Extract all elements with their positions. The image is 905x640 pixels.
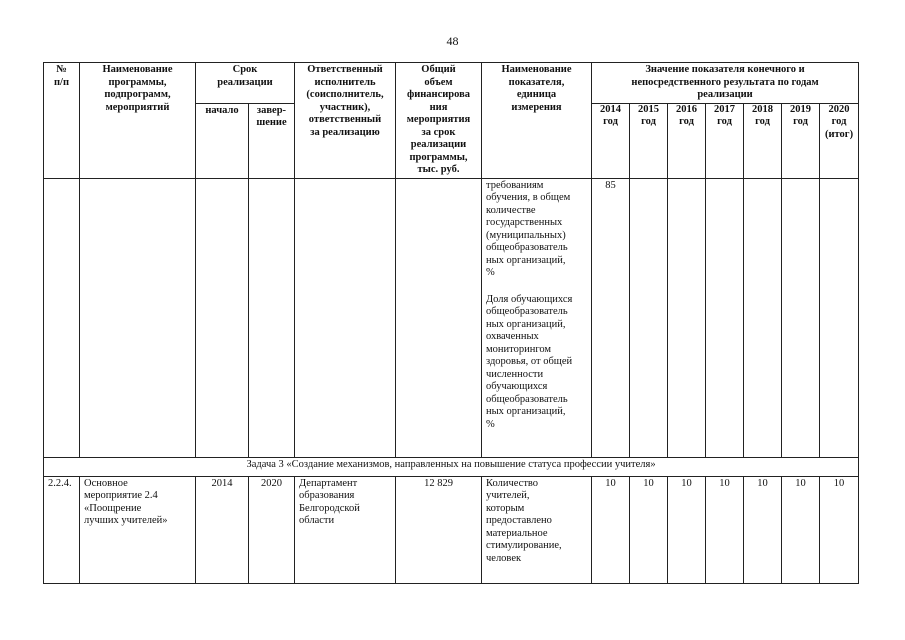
row-no: 2.2.4. [44,476,80,583]
header-name: Наименование программы, подпрограмм, мероприятий [80,63,196,179]
row-value-2017: 10 [706,476,744,583]
header-term-start: начало [196,103,249,178]
row-value-2020: 10 [820,476,859,583]
cell-indicator-continuation [482,178,592,457]
cell-value-2016-empty [668,178,706,457]
header-row-1 [44,63,859,104]
cell-value-2020-empty [820,178,859,457]
cell-funding-empty [396,178,482,457]
continuation-row [44,178,859,457]
header-year-2018: 2018 год [744,103,782,178]
header-values-group: Значение показателя конечного и непосредственного результата по годам реализации [592,63,859,104]
header-term-end: завер- шение [249,103,295,178]
header-term: Срок реализации [196,63,295,104]
header-year-2020: 2020 год (итог) [820,103,859,178]
header-executor: Ответственный исполнитель (соисполнитель, участник), ответственный за реализацию [295,63,396,179]
header-year-2019: 2019 год [782,103,820,178]
row-executor: Департамент образования Белгородской области [295,476,396,583]
page-number: 48 [446,34,459,48]
cell-end-empty [249,178,295,457]
program-table [43,62,859,584]
header-no: № п/п [44,63,80,179]
header-year-2014: 2014 год [592,103,630,178]
cell-value-2019-empty [782,178,820,457]
cell-start-empty [196,178,249,457]
header-year-2017: 2017 год [706,103,744,178]
header-year-2015: 2015 год [630,103,668,178]
row-end: 2020 [249,476,295,583]
row-value-2014: 10 [592,476,630,583]
row-value-2018: 10 [744,476,782,583]
task-row [44,457,859,476]
row-value-2016: 10 [668,476,706,583]
cell-executor-empty [295,178,396,457]
header-year-2016: 2016 год [668,103,706,178]
cell-value-2018-empty [744,178,782,457]
cell-name-empty [80,178,196,457]
cell-no-empty [44,178,80,457]
cell-value-2014: 85 [592,178,630,457]
row-value-2015: 10 [630,476,668,583]
row-start: 2014 [196,476,249,583]
header-indicator: Наименование показателя, единица измерения [482,63,592,179]
row-name: Основное мероприятие 2.4 «Поощрение лучших учителей» [80,476,196,583]
row-indicator: Количество учителей, которым предоставлено материальное стимулирование, человек [482,476,592,583]
indicator-text-2: Доля обучающихся общеобразователь ных организаций, охваченных мониторингом здоровья, от общей численности обучающихся общеобразователь ных организаций, % [486,293,573,430]
row-value-2019: 10 [782,476,820,583]
table-row [44,476,859,583]
task-text: Задача 3 «Создание механизмов, направленных на повышение статуса профессии учителя» [44,457,859,476]
cell-value-2015-empty [630,178,668,457]
cell-value-2017-empty [706,178,744,457]
row-funding: 12 829 [396,476,482,583]
indicator-text-1: требованиям обучения, в общем количестве государственных (муниципальных) общеобразователь ных организаций, % [486,179,571,278]
header-funding: Общий объем финансирова ния мероприятия за срок реализации программы, тыс. руб. [396,63,482,179]
